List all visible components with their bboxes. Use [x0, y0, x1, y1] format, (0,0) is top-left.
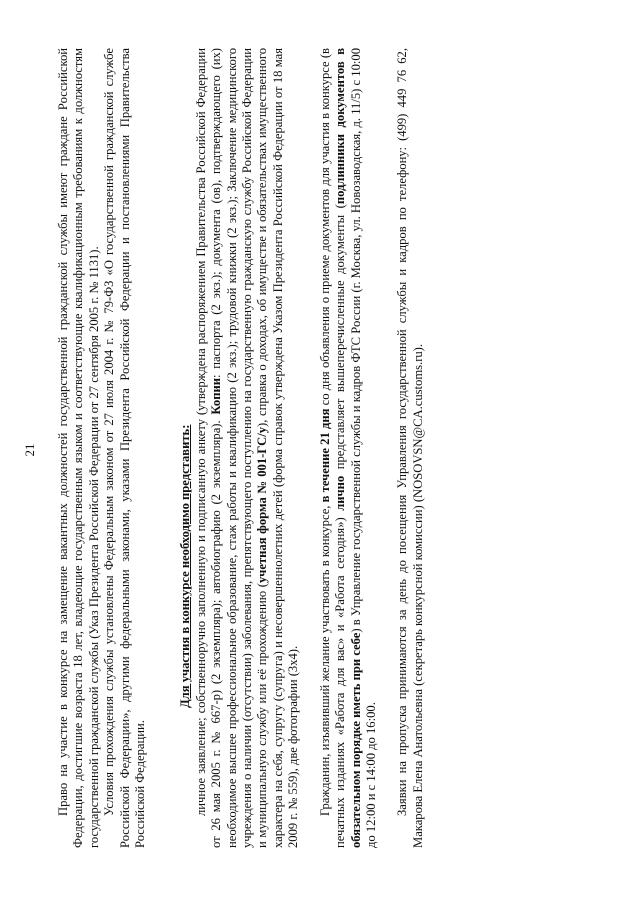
- documents-text-2: : паспорта (2 экз.); документа (ов), подтверждающего (их) необходимое высшее профессиональное образование, стаж работы и квалификацию (2 экз.); трудовой книжки (2 экз.); Заключение медицинского учреждения о наличии (отсутствии) заболевания, препятствующего поступлению на государственную гражданскую службу Российской Федерации и муниципальную службу или её прохождению (: [209, 48, 270, 848]
- deadline-label: в течение 21 дня: [317, 408, 332, 503]
- submission-text-1: Гражданин, изъявивший желание участвовать в конкурсе,: [317, 502, 332, 816]
- paragraph-service-conditions: Условия прохождения службы установлены Федеральным законом от 27 июля 2004 г. № 79-ФЗ «О государственной гражданской службе Российской Федерации», другими федеральными законами, указами Президента Российской Федерации и постановлениями Правительства Российской Федерации.: [102, 48, 148, 848]
- section-heading: Для участия в конкурсе необходимо представить:: [178, 424, 193, 708]
- personally-label: лично: [333, 475, 348, 511]
- originals-note: подлинники документов в обязательном порядке иметь при себе: [333, 48, 363, 848]
- paragraph-eligibility: Право на участие в конкурсе на замещение вакантных должностей государственной гражданской службы имеют граждане Российской Федерации, достигшие возраста 18 лет, владеющие государственным языком и соответствующие квалификационным требованиям к должностям государственной гражданской службы (Указ Президента Российской Федерации от 27 сентября 2005 г. № 1131).: [56, 48, 101, 848]
- submission-text-4: ) в Управление государственной службы и кадров ФТС России (г. Москва, ул. Новозаводская, д. 11/5) с 10:00 до 12:00 и с 14:00 до 16:00.: [348, 48, 378, 848]
- submission-text-3: представляет вышеперечисленные документы (: [333, 204, 348, 476]
- spacer: [379, 48, 395, 848]
- paragraph-contacts: Заявки на пропуска принимаются за день до посещения Управления государственной службы и кадров по телефону: (499) 449 76 62, Макарова Елена Анатольевна (секретарь конкурсной комиссии) (NOSOVSN@CA.customs.ru).: [395, 48, 425, 848]
- spacer: [302, 48, 318, 848]
- document-body: [56, 48, 426, 848]
- documents-text-3: ), справка о доходах, об имуществе и обязательствах имущественного характера на себя, супругу (супруга) и несовершеннолетних детей (форма справок утверждена Указом Президента Российской Федерации от 18 мая 2009 г. № 559), две фотографии (3х4).: [255, 47, 301, 848]
- page-number: 21: [22, 443, 37, 457]
- paragraph-submission: [318, 48, 380, 848]
- copies-label: Копии: [209, 378, 224, 415]
- medical-form-label: учетная форма № 001-ГС/у: [255, 426, 270, 583]
- submission-text-2: со дня объявления о приеме документов для участия в конкурсе (в печатных изданиях «Работа для вас» и «Работа сегодня»): [317, 47, 348, 848]
- documents-text-1: личное заявление; собственноручно заполненную и подписанную анкету (утверждена распоряжением Правительства Российской Федерации от 26 мая 2005 г. № 667-р) (2 экземпляра); автобиографию (2 экземпляра).: [193, 48, 224, 848]
- paragraph-required-documents: [194, 48, 302, 848]
- spacer: [148, 48, 178, 848]
